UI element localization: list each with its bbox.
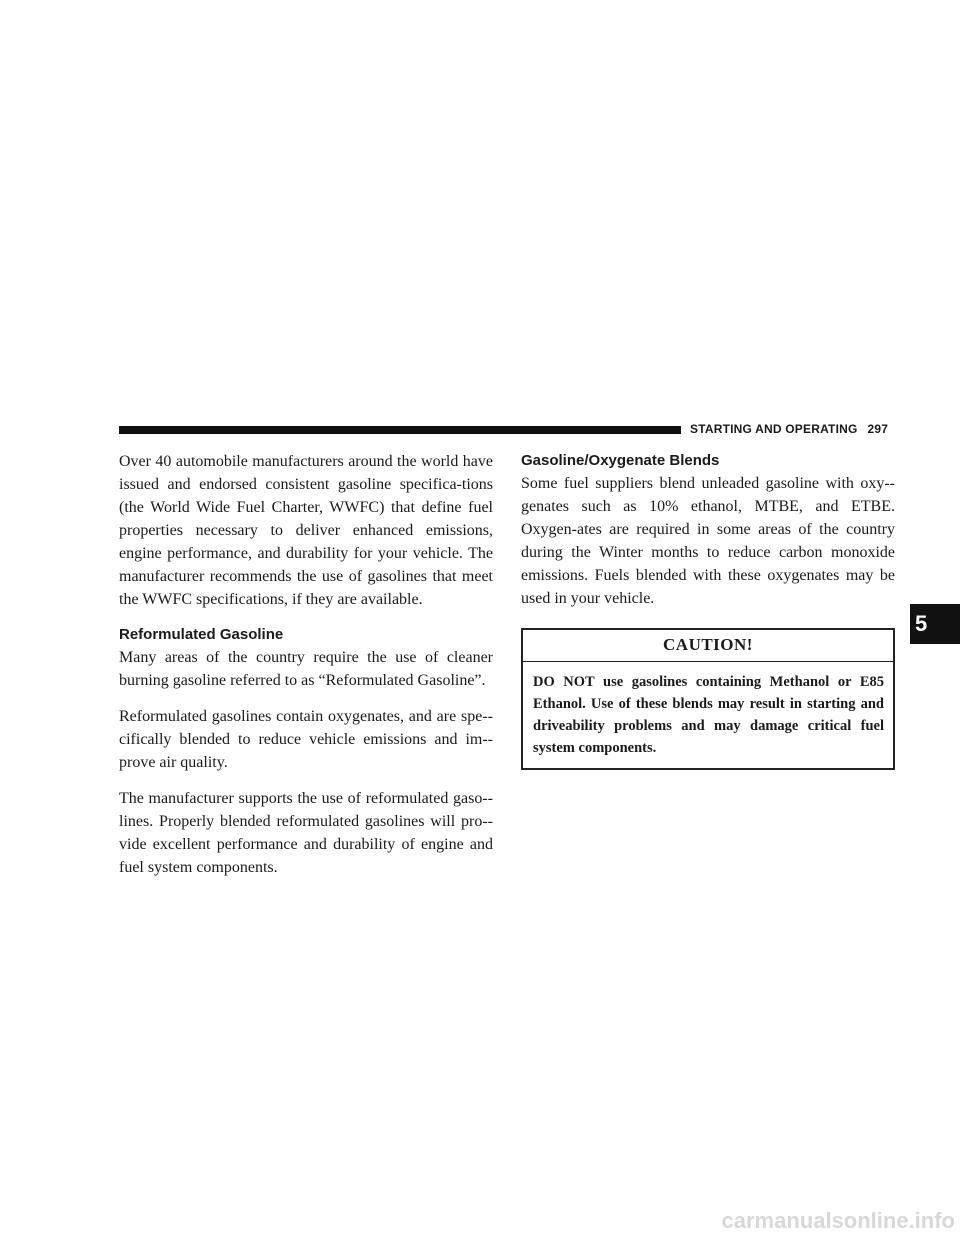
caution-title: CAUTION! — [523, 630, 893, 662]
page-number: 297 — [867, 422, 889, 436]
section-title: STARTING AND OPERATING — [690, 422, 858, 436]
oxygenate-heading: Gasoline/Oxygenate Blends — [521, 452, 720, 469]
oxygenate-paragraph: Some fuel suppliers blend unleaded gasoline with oxy-genates such as 10% ethanol, MTBE, and ETBE. Oxygen-ates are required in some areas of the country during the Winter months to reduce carbon monoxide emissions. Fuels blended with these oxygenates may be used in your vehicle. — [521, 475, 895, 607]
reformulated-paragraph-3: The manufacturer supports the use of reformulated gaso-lines. Properly blended reformulated gasolines will pro-vide excellent performance and durability of engine and fuel system components. — [119, 790, 493, 876]
header-rule — [119, 426, 681, 434]
watermark: carmanualsonline.info — [721, 1208, 955, 1233]
reformulated-paragraph-2: Reformulated gasolines contain oxygenates, and are spe-cifically blended to reduce vehicle emissions and im-prove air quality. — [119, 708, 493, 771]
caution-text: DO NOT use gasolines containing Methanol or E85 Ethanol. Use of these blends may result in starting and driveability problems and may damage critical fuel system components. — [533, 674, 884, 756]
reformulated-paragraph-1: Many areas of the country require the use of cleaner burning gasoline referred to as “Reformulated Gasoline”. — [119, 649, 493, 689]
running-header — [690, 421, 910, 437]
caution-box — [521, 628, 895, 770]
reformulated-heading: Reformulated Gasoline — [119, 626, 284, 643]
intro-paragraph: Over 40 automobile manufacturers around the world have issued and endorsed consistent gasoline specifica-tions (the World Wide Fuel Charter, WWFC) that define fuel properties necessary to deliver enhanced emissions, engine performance, and durability for your vehicle. The manufacturer recommends the use of gasolines that meet the WWFC specifications, if they are available. — [119, 453, 493, 608]
chapter-tab: 5 — [910, 604, 960, 644]
right-column — [521, 450, 895, 770]
left-column — [119, 450, 493, 892]
